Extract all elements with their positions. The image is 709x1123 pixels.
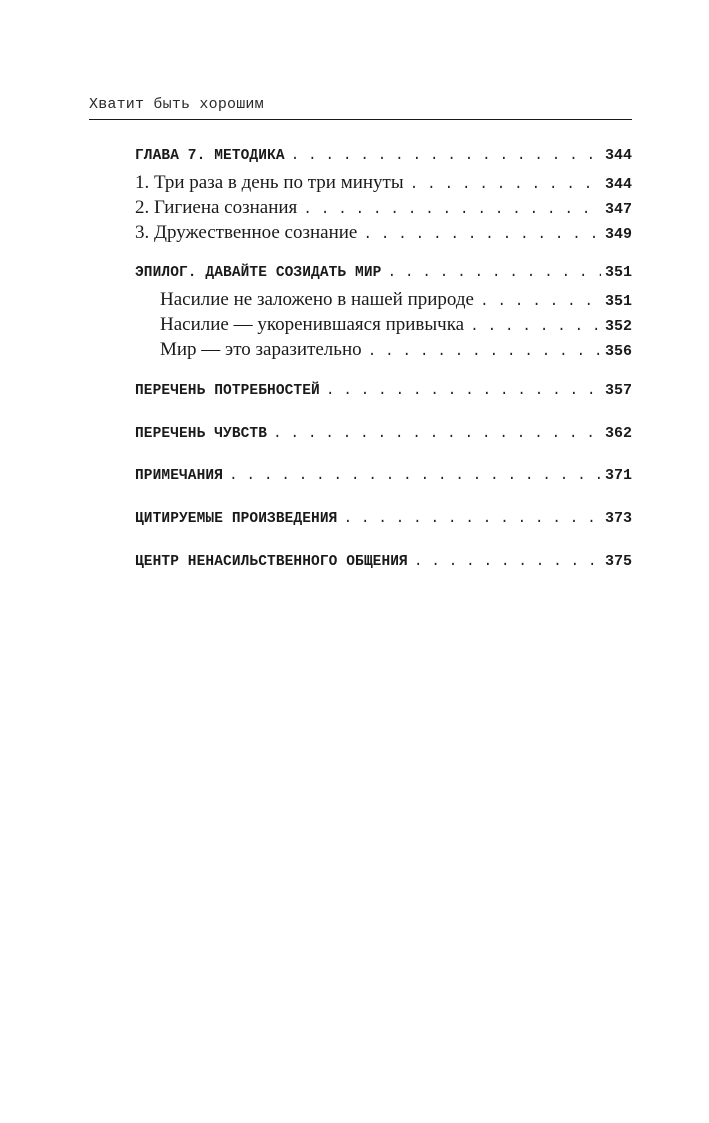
- toc-entry-title: Насилие — укоренившаяся привычка: [160, 314, 465, 335]
- toc-entry-cited-works[interactable]: [135, 510, 632, 534]
- toc-entry-page: 371: [604, 467, 632, 484]
- dot-leader: [387, 265, 601, 281]
- toc-entry-section-2[interactable]: [135, 197, 632, 221]
- toc-entry-page: 351: [604, 293, 632, 310]
- dot-leader: [480, 294, 601, 310]
- toc-entry-title: Насилие не заложено в нашей природе: [160, 289, 474, 310]
- dot-leader: [343, 511, 601, 527]
- toc-entry-epilogue-sub-1[interactable]: [160, 289, 632, 313]
- toc-entry-page: 375: [604, 553, 632, 570]
- toc-entry-page: 352: [604, 318, 632, 335]
- toc-entry-page: 351: [604, 264, 632, 281]
- toc-entry-section-1[interactable]: [135, 172, 632, 196]
- dot-leader: [363, 227, 601, 243]
- toc-entry-nvc-center[interactable]: [135, 553, 632, 577]
- dot-leader: [368, 344, 601, 360]
- toc-entry-title: ПЕРЕЧЕНЬ ЧУВСТВ: [135, 426, 268, 442]
- dot-leader: [410, 177, 601, 193]
- toc-entry-page: 362: [604, 425, 632, 442]
- toc-entry-epilogue-sub-3[interactable]: [160, 339, 632, 363]
- toc-entry-title: ЦЕНТР НЕНАСИЛЬСТВЕННОГО ОБЩЕНИЯ: [135, 554, 408, 570]
- toc-entry-feelings-list[interactable]: [135, 425, 632, 449]
- dot-leader: [291, 148, 601, 164]
- dot-leader: [414, 554, 601, 570]
- toc-entry-needs-list[interactable]: [135, 382, 632, 406]
- toc-entry-title: ЦИТИРУЕМЫЕ ПРОИЗВЕДЕНИЯ: [135, 511, 338, 527]
- toc-entry-page: 347: [604, 201, 632, 218]
- toc-entry-epilogue-sub-2[interactable]: [160, 314, 632, 338]
- toc-entry-title: ПЕРЕЧЕНЬ ПОТРЕБНОСТЕЙ: [135, 383, 320, 399]
- toc-entry-section-3[interactable]: [135, 222, 632, 246]
- dot-leader: [229, 468, 601, 484]
- toc-entry-title: ПРИМЕЧАНИЯ: [135, 468, 224, 484]
- toc-entry-title: 1. Три раза в день по три минуты: [135, 172, 404, 193]
- toc-entry-page: 344: [604, 147, 632, 164]
- toc-entry-page: 349: [604, 226, 632, 243]
- dot-leader: [273, 426, 601, 442]
- dot-leader: [470, 319, 601, 335]
- toc-entry-epilogue[interactable]: [135, 264, 632, 288]
- toc-entry-title: 3. Дружественное сознание: [135, 222, 358, 243]
- toc-entry-page: 357: [604, 382, 632, 399]
- dot-leader: [326, 383, 601, 399]
- dot-leader: [303, 202, 601, 218]
- toc-entry-chapter-7[interactable]: [135, 147, 632, 171]
- toc-entry-title: 2. Гигиена сознания: [135, 197, 298, 218]
- toc-entry-page: 373: [604, 510, 632, 527]
- running-head: Хватит быть хорошим: [89, 96, 264, 113]
- toc-entry-notes[interactable]: [135, 467, 632, 491]
- toc-entry-title: ГЛАВА 7. МЕТОДИКА: [135, 148, 285, 164]
- header-rule: [89, 119, 632, 120]
- toc-entry-page: 344: [604, 176, 632, 193]
- toc-entry-title: Мир — это заразительно: [160, 339, 362, 360]
- toc-entry-title: ЭПИЛОГ. ДАВАЙТЕ СОЗИДАТЬ МИР: [135, 265, 382, 281]
- toc-entry-page: 356: [604, 343, 632, 360]
